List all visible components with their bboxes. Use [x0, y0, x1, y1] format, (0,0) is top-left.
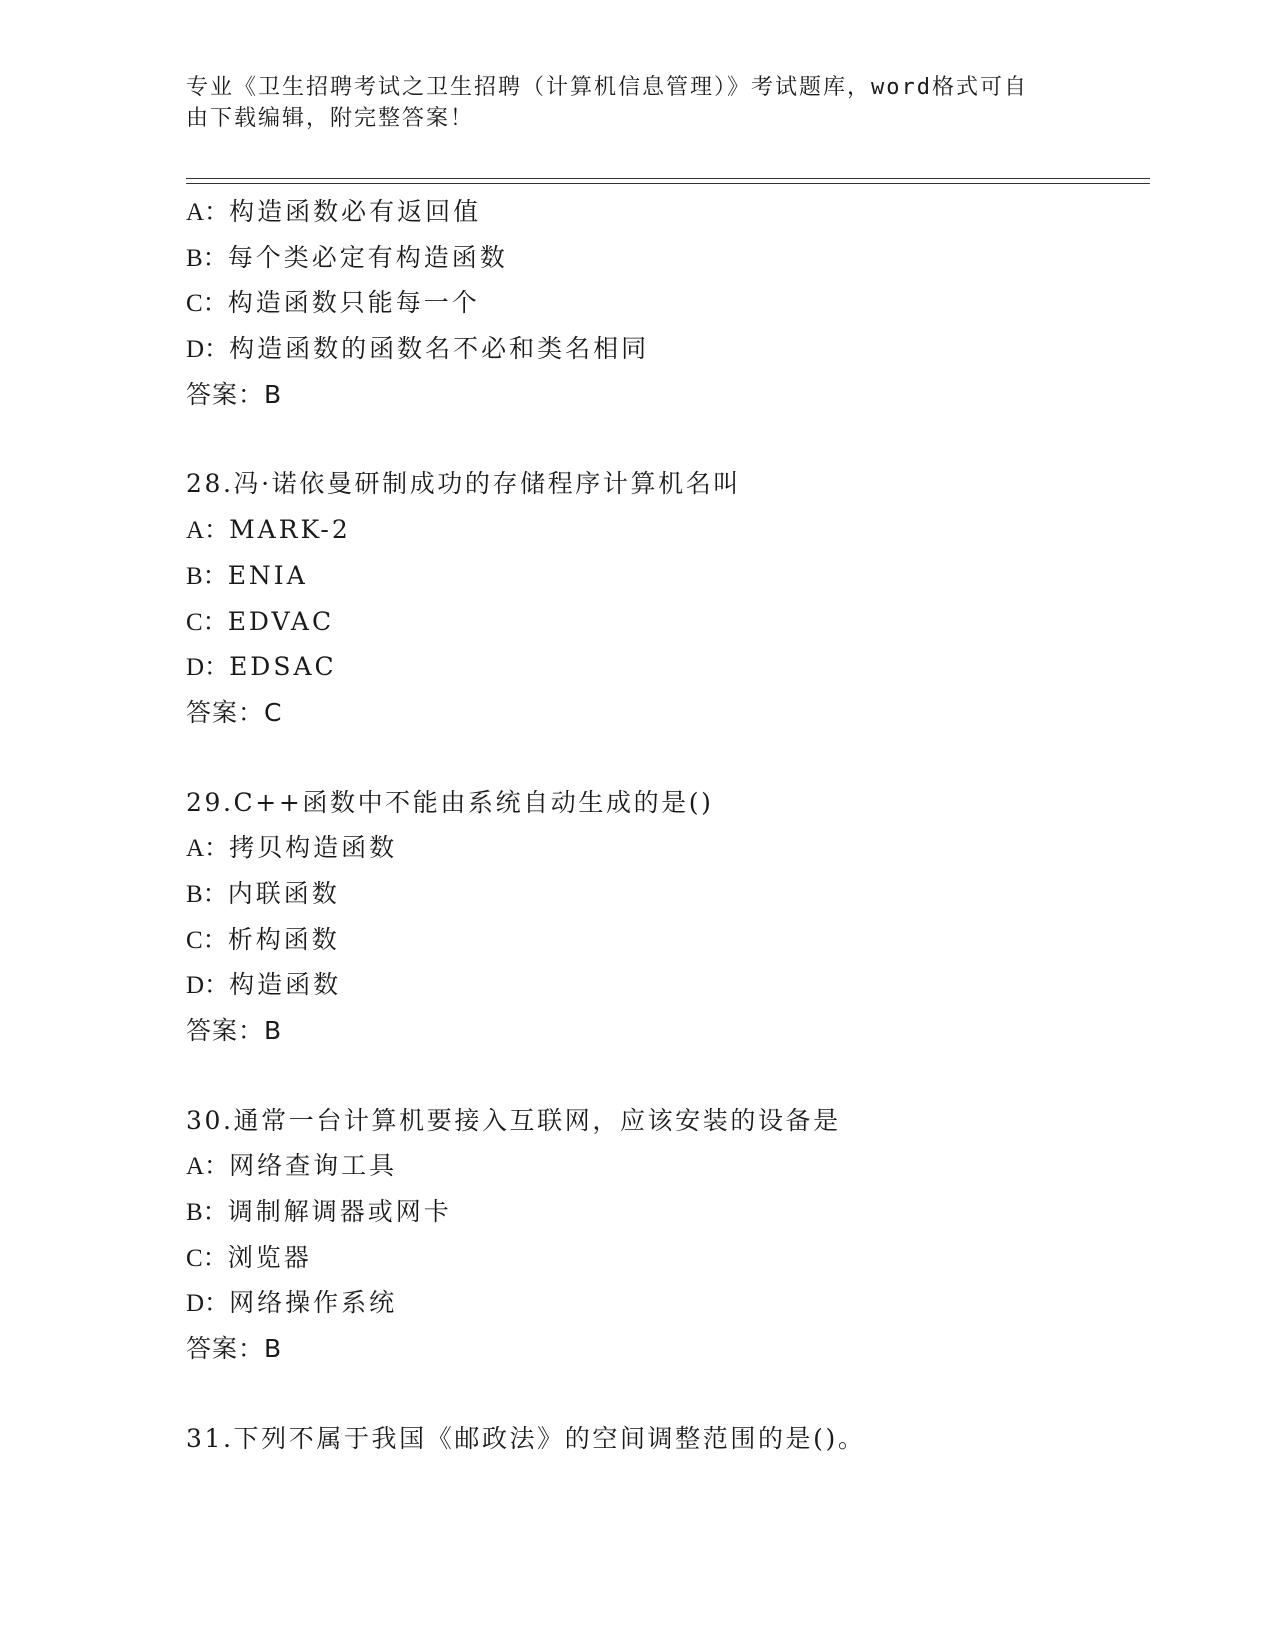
option-b: B：ENIA [186, 560, 308, 590]
header-line-2: 由下载编辑，附完整答案！ [186, 106, 475, 131]
option-a: A：拷贝构造函数 [186, 833, 398, 863]
answer-line: 答案：B [186, 1016, 283, 1045]
option-c: C：EDVAC [186, 606, 335, 636]
question-31 [186, 1416, 1146, 1462]
question-28 [186, 461, 1146, 735]
question-title: 28.冯·诺依曼研制成功的存储程序计算机名叫 [186, 469, 741, 499]
question-30 [186, 1098, 1146, 1372]
option-d: D：EDSAC [186, 652, 337, 682]
option-d: D：网络操作系统 [186, 1288, 398, 1318]
header-divider-top [186, 178, 1150, 179]
option-b: B：调制解调器或网卡 [186, 1197, 452, 1227]
question-title: 29.C++函数中不能由系统自动生成的是() [186, 787, 714, 817]
question-title: 31.下列不属于我国《邮政法》的空间调整范围的是()。 [186, 1423, 866, 1453]
option-a: A：构造函数必有返回值 [186, 197, 482, 226]
option-c: C：浏览器 [186, 1242, 312, 1272]
option-b: B：每个类必定有构造函数 [186, 242, 508, 272]
answer-line: 答案：B [186, 379, 283, 409]
question-list [186, 189, 1146, 1462]
header-divider-bottom [186, 183, 1150, 184]
question-gap [186, 1372, 1146, 1416]
answer-line: 答案：B [186, 1334, 283, 1364]
question-29 [186, 780, 1146, 1054]
option-d: D：构造函数 [186, 970, 342, 1000]
option-a: A：MARK-2 [186, 515, 351, 545]
question-27 [186, 189, 1146, 417]
question-gap [186, 736, 1146, 780]
question-title: 30.通常一台计算机要接入互联网，应该安装的设备是 [186, 1105, 841, 1135]
option-c: C：构造函数只能每一个 [186, 288, 480, 318]
document-header [186, 72, 1066, 134]
question-gap [186, 417, 1146, 461]
option-a: A：网络查询工具 [186, 1151, 398, 1181]
header-line-1: 专业《卫生招聘考试之卫生招聘（计算机信息管理）》考试题库，word格式可自 [186, 75, 1028, 100]
question-gap [186, 1054, 1146, 1098]
option-c: C：析构函数 [186, 924, 340, 954]
answer-line: 答案：C [186, 697, 283, 727]
option-b: B：内联函数 [186, 878, 340, 908]
option-d: D：构造函数的函数名不必和类名相同 [186, 334, 650, 364]
